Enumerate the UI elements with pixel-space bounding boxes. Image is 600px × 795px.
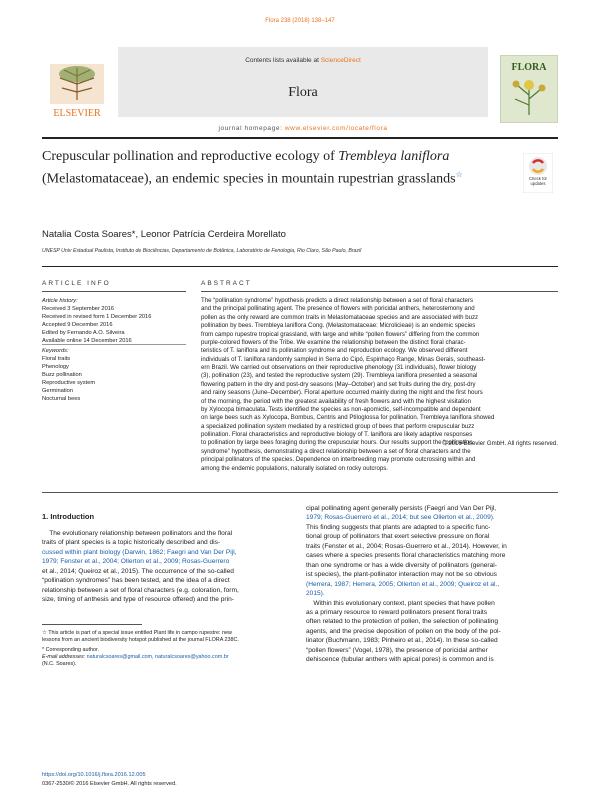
abstract-copyright: © 2016 Elsevier GmbH. All rights reserved. [442,440,558,447]
intro-line: 1979; Fenster et al., 2004; Ollerton et al., 2009; Rosas-Guerrero [42,558,230,566]
abstract-line: The “pollination syndrome” hypothesis predicts a direct relationship between a set of floral characters [201,297,473,304]
intro-line: relationship between a set of floral characters (e.g. coloration, form, [42,586,239,594]
intro-line: cases where a species presents floral characteristics matching more [306,552,506,560]
intro-line: dehiscence (tubular anthers with apical pores) is common and is [306,656,494,664]
abstract-line: pollination by bees. Trembleya laniflora Cong. (Melastomataceae: Microlicieae) is an endemic species [201,322,476,330]
body-top-rule [42,492,558,493]
footnote-line: (N.C. Soares). [42,661,77,667]
intro-line: as a primary resource to reward pollinators present floral traits [306,608,488,616]
abstract-heading: ABSTRACT [201,280,252,287]
article-info-rule [42,291,186,292]
intro-line: The evolutionary relationship between pollinators and the floral [42,530,233,537]
intro-line: “pollination syndromes” has been tested, and the idea of a direct [42,577,230,585]
intro-line: 1979; Rosas-Guerrero et al., 2014; but see Ollerton et al., 2009). [306,514,495,522]
intro-line: 2015). [306,590,325,598]
intro-line: than one syndrome or has a wide diversity of pollinators (general- [306,561,497,569]
cover-title: FLORA [511,62,547,73]
sciencedirect-link[interactable]: ScienceDirect [320,57,361,64]
footnote-line: * Corresponding author. [42,647,99,653]
elsevier-wordmark: ELSEVIER [53,108,101,119]
homepage-label: journal homepage: [218,125,285,132]
intro-line: et al., 2014; Queiroz et al., 2015). The occurrence of the so-called [42,567,234,575]
corresponding-footnote [42,647,292,668]
introduction-heading: 1. Introduction [42,512,95,521]
intro-line: traits of plant species is a topic historically described and dis- [42,539,221,547]
intro-line: tional group of pollinators that exert selective pressure on floral [306,533,490,541]
keyword: Buzz pollination [42,372,82,378]
keyword: Germination [42,388,73,394]
keywords-list [42,347,162,403]
intro-line: ist species), the plant-pollinator interaction may not be so obvious [306,571,497,579]
intro-line: cussed within plant biology (Darwin, 1862; Faegri and Van Der Pijl, [42,548,237,556]
history-item: Received 3 September 2016 [42,306,115,312]
abstract-line: individuals of T. laniflora randomly sampled in Serra do Cipó, Espinhaço Range, Minas Gerais, southeast- [201,355,486,363]
abstract-rule [201,291,558,292]
history-label: Article history: [42,298,78,304]
abstract-line: principal pollinators of the species. Dependence on interbreeding may promote outcrossing within and [201,456,476,464]
abstract-line: of the morning, the period with the greatest availability of fresh flowers and with the highest visitation [201,397,471,405]
journal-name: Flora [288,85,318,100]
footnote-rule [42,624,142,625]
abstract-line: pollination. Floral characteristics and reproductive biology of T. laniflora are likely adaptive responses [201,431,473,438]
abstract-line: syndrome” hypothesis, demonstrating a direct relationship between a set of floral characters and the [201,447,471,455]
abstract-line: teristics of T. laniflora and its pollination syndrome and reproduction ecology. We observed different [201,347,468,355]
cover-plant-illustration [501,73,557,117]
abstract-line: by Xylocopa bimaculata. Tests identified the species as non-apomictic, self-incompatible and dependent [201,405,481,413]
history-item: Accepted 9 December 2016 [42,322,113,328]
article-history [42,297,162,345]
email-label: E-mail addresses: [42,654,87,660]
abstract-line: and rainy seasons (June–December). Floral aperture occurred mainly during the night and the first hours [201,389,483,397]
abstract-line: purple-colored flowers of the Tribe. We examine the relationship between the distinct floral charac- [201,338,466,346]
abstract-line: (3), pollination (23), and tested the reproductive system (29). Trembleya laniflora presented a seasonal [201,372,478,380]
header-rule [42,137,558,139]
intro-line: size, timing of anthesis and type of resource offered) and the prin- [42,596,234,604]
abstract-line: to pollination by large bees foraging during the crepuscular hours. Our results support the “pollination [201,439,473,447]
history-item: Available online 14 December 2016 [42,338,132,344]
abstract-line: a specialized pollination system mediated by a restricted group of bees that perform crepuscular buzz [201,422,475,430]
footnote-line: lessons from an ancient biodiversity hotspot published at the journal FLORA 238C. [42,637,239,643]
contents-prefix: Contents lists available at [245,57,321,64]
title-text-2: (Melastomataceae), an endemic species in mountain rupestrian grasslands [42,171,456,187]
history-item: Received in revised form 1 December 2016 [42,314,152,320]
footnote-line: ☆ This article is part of a special issue entitled Plant life in campo rupestre: new [42,630,232,636]
journal-citation[interactable]: Flora 238 (2018) 138–147 [265,18,335,24]
intro-line: cipal pollinating agent generally persists (Faegri and Van Der Pijl, [306,505,497,512]
intro-left-column [42,529,292,605]
keywords-label: Keywords: [42,348,69,354]
title-species: Trembleya laniflora [338,149,450,164]
authors-rule [42,266,558,267]
contents-line [118,57,488,64]
intro-line: (Herrera, 1987; Herrera, 2005; Ollerton et al., 2009; Queiroz et al., [306,580,500,588]
abstract-line: and the principal pollinating agent. The presence of flowers with poricidal anthers, heterostemony and [201,305,475,313]
intro-line: agents, and the precise deposition of pollen on the body of the pol- [306,627,501,635]
intro-line: linator (Buchmann, 1983; Pinheiro et al., 2014). In these so-called [306,637,498,645]
journal-cover-image [500,55,558,123]
intro-line: traits (Fenster et al., 2004; Rosas-Guerrero et al., 2014). However, in [306,542,507,550]
footnote-line [42,654,292,661]
article-title [42,148,502,188]
badge-label: Check for updates [529,177,547,186]
title-text-1: Crepuscular pollination and reproductive ecology of [42,149,339,164]
keywords-rule [42,344,186,345]
abstract-line: pollen as the only reward are common traits in Melastomataceae species and are associated with buzz [201,313,479,321]
abstract-line: from campo rupestre tropical grassland, with large and white “pollen flowers” differing from the common [201,330,480,338]
issn-line: 0367-2530/© 2016 Elsevier GmbH. All rights reserved. [42,781,177,787]
author-affiliation: UNESP Univ Estadual Paulista, Instituto de Biociências, Departamento de Botânica, Laboratório de Fenologia, Rio Claro, São Paulo, Brazil [42,248,362,254]
homepage-link[interactable]: www.elsevier.com/locate/flora [284,125,388,132]
elsevier-logo [42,62,112,120]
email-links[interactable]: naturalcsoares@gmail.com, naturalcsoares@yahoo.com.br [86,654,229,660]
intro-right-column [306,504,558,665]
intro-line: “pollen flowers” (Vogel, 1978), the presence of poricidal anther [306,646,488,654]
history-item: Edited by Fernando A.O. Silveira [42,330,125,336]
keyword: Reproductive system [42,380,96,386]
doi-link[interactable]: https://doi.org/10.1016/j.flora.2016.12.005 [42,772,146,778]
article-authors: Natalia Costa Soares*, Leonor Patrícia Cerdeira Morellato [42,229,286,240]
abstract-line: flowering pattern in the dry and post-dry seasons (May–October) and set fruits during the dry, post-dry [201,380,476,388]
keyword: Phenology [42,364,69,370]
title-footnote-star[interactable]: ☆ [455,169,463,179]
abstract-line: ern Brazil. We carried out observations on their reproductive phenology (31 individuals), flower biology [201,364,477,371]
abstract-line: on large bees such as Xylocopa, Bombus, Centris and Ptiloglossa for pollination. Trembleya laniflora showed [201,414,495,422]
special-issue-footnote [42,630,292,644]
check-for-updates-badge[interactable] [523,153,553,193]
abstract-line: among the endemic populations, naturally isolated on rocky outcrops. [201,464,388,472]
intro-line: often related to the protection of pollen, the selection of pollinating [306,618,499,626]
keyword: Nocturnal bees [42,396,81,402]
journal-homepage [118,125,488,132]
intro-line: Within this evolutionary context, plant species that have pollen [306,599,495,607]
keyword: Floral traits [42,356,71,362]
article-info-heading: ARTICLE INFO [42,280,111,287]
intro-line: This finding suggests that plants are adapted to a specific func- [306,523,491,531]
